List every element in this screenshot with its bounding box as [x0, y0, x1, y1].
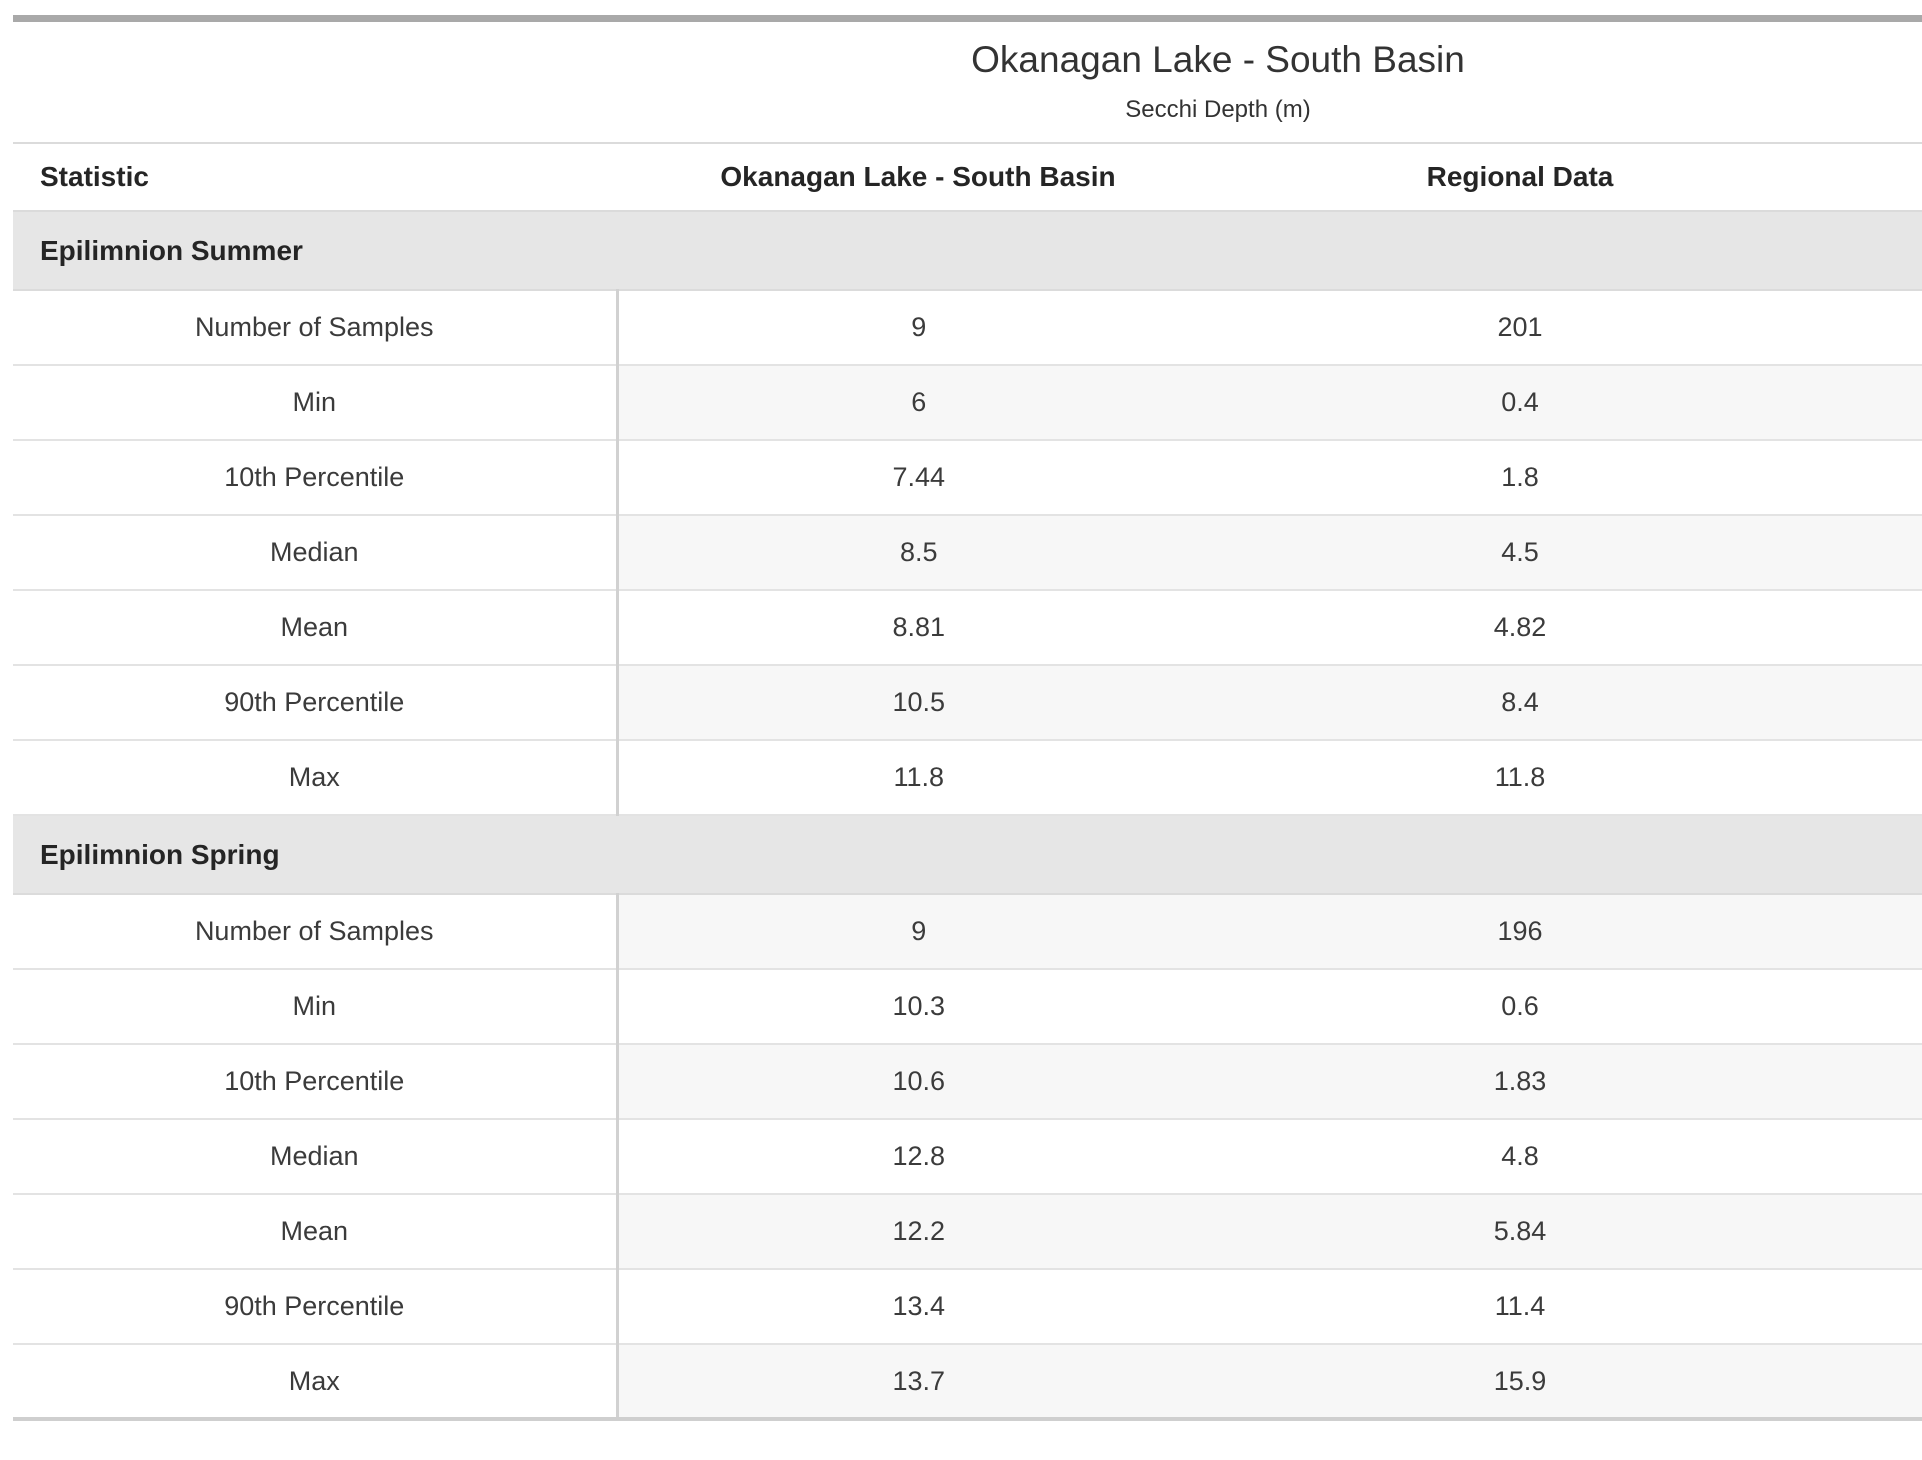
statistic-cell: Mean	[13, 590, 617, 665]
statistic-cell: Max	[13, 740, 617, 815]
table-row	[13, 740, 1922, 815]
section-header-row	[13, 211, 1922, 290]
table-body	[13, 211, 1922, 1419]
value-cell: 11.4	[1219, 1269, 1821, 1344]
title-block	[13, 15, 1922, 142]
statistic-cell: 10th Percentile	[13, 440, 617, 515]
value-cell: 10.6	[617, 1044, 1219, 1119]
value-cell: 13.7	[617, 1344, 1219, 1419]
spacer-cell	[1821, 1044, 1922, 1119]
statistic-cell: Min	[13, 969, 617, 1044]
value-cell: 12.8	[617, 1119, 1219, 1194]
value-cell: 10.5	[617, 665, 1219, 740]
statistic-cell: 90th Percentile	[13, 1269, 617, 1344]
spacer-cell	[1821, 590, 1922, 665]
table-row	[13, 1194, 1922, 1269]
value-cell: 9	[617, 894, 1219, 969]
statistic-cell: Median	[13, 515, 617, 590]
spacer-cell	[1821, 515, 1922, 590]
spacer-cell	[1821, 1344, 1922, 1419]
statistic-cell: 90th Percentile	[13, 665, 617, 740]
statistic-cell: Median	[13, 1119, 617, 1194]
spacer-cell	[1821, 969, 1922, 1044]
spacer-cell	[1821, 1119, 1922, 1194]
value-cell: 8.5	[617, 515, 1219, 590]
value-cell: 201	[1219, 290, 1821, 365]
stats-table	[13, 142, 1922, 1421]
table-row	[13, 515, 1922, 590]
section-label: Epilimnion Spring	[13, 815, 1922, 894]
table-row	[13, 1119, 1922, 1194]
value-cell: 9	[617, 290, 1219, 365]
table-row	[13, 665, 1922, 740]
column-header-row	[13, 143, 1922, 211]
column-header-spacer	[1821, 143, 1922, 211]
statistic-cell: Number of Samples	[13, 894, 617, 969]
spacer-cell	[1821, 365, 1922, 440]
value-cell: 1.8	[1219, 440, 1821, 515]
value-cell: 7.44	[617, 440, 1219, 515]
value-cell: 15.9	[1219, 1344, 1821, 1419]
statistic-cell: Number of Samples	[13, 290, 617, 365]
value-cell: 11.8	[1219, 740, 1821, 815]
table-scroll-area	[13, 15, 1922, 1421]
table-row	[13, 1269, 1922, 1344]
spacer-cell	[1821, 665, 1922, 740]
section-label: Epilimnion Summer	[13, 211, 1922, 290]
value-cell: 4.5	[1219, 515, 1821, 590]
value-cell: 4.8	[1219, 1119, 1821, 1194]
value-cell: 0.6	[1219, 969, 1821, 1044]
section-header-row	[13, 815, 1922, 894]
value-cell: 11.8	[617, 740, 1219, 815]
value-cell: 5.84	[1219, 1194, 1821, 1269]
table-title: Okanagan Lake - South Basin	[971, 39, 1465, 80]
value-cell: 8.4	[1219, 665, 1821, 740]
statistic-cell: 10th Percentile	[13, 1044, 617, 1119]
table-row	[13, 590, 1922, 665]
table-row	[13, 1044, 1922, 1119]
value-cell: 0.4	[1219, 365, 1821, 440]
spacer-cell	[1821, 740, 1922, 815]
statistic-cell: Mean	[13, 1194, 617, 1269]
value-cell: 10.3	[617, 969, 1219, 1044]
statistic-cell: Min	[13, 365, 617, 440]
table-row	[13, 894, 1922, 969]
value-cell: 196	[1219, 894, 1821, 969]
spacer-cell	[1821, 894, 1922, 969]
column-header-statistic: Statistic	[13, 143, 617, 211]
spacer-cell	[1821, 440, 1922, 515]
table-row	[13, 290, 1922, 365]
table-subtitle: Secchi Depth (m)	[1125, 96, 1311, 123]
value-cell: 6	[617, 365, 1219, 440]
value-cell: 12.2	[617, 1194, 1219, 1269]
spacer-cell	[1821, 1269, 1922, 1344]
value-cell: 4.82	[1219, 590, 1821, 665]
table-row	[13, 365, 1922, 440]
table-row	[13, 1344, 1922, 1419]
spacer-cell	[1821, 1194, 1922, 1269]
value-cell: 13.4	[617, 1269, 1219, 1344]
value-cell: 1.83	[1219, 1044, 1821, 1119]
table-row	[13, 440, 1922, 515]
column-header-lake: Okanagan Lake - South Basin	[617, 143, 1219, 211]
statistic-cell: Max	[13, 1344, 617, 1419]
table-row	[13, 969, 1922, 1044]
column-header-regional: Regional Data	[1219, 143, 1821, 211]
spacer-cell	[1821, 290, 1922, 365]
value-cell: 8.81	[617, 590, 1219, 665]
